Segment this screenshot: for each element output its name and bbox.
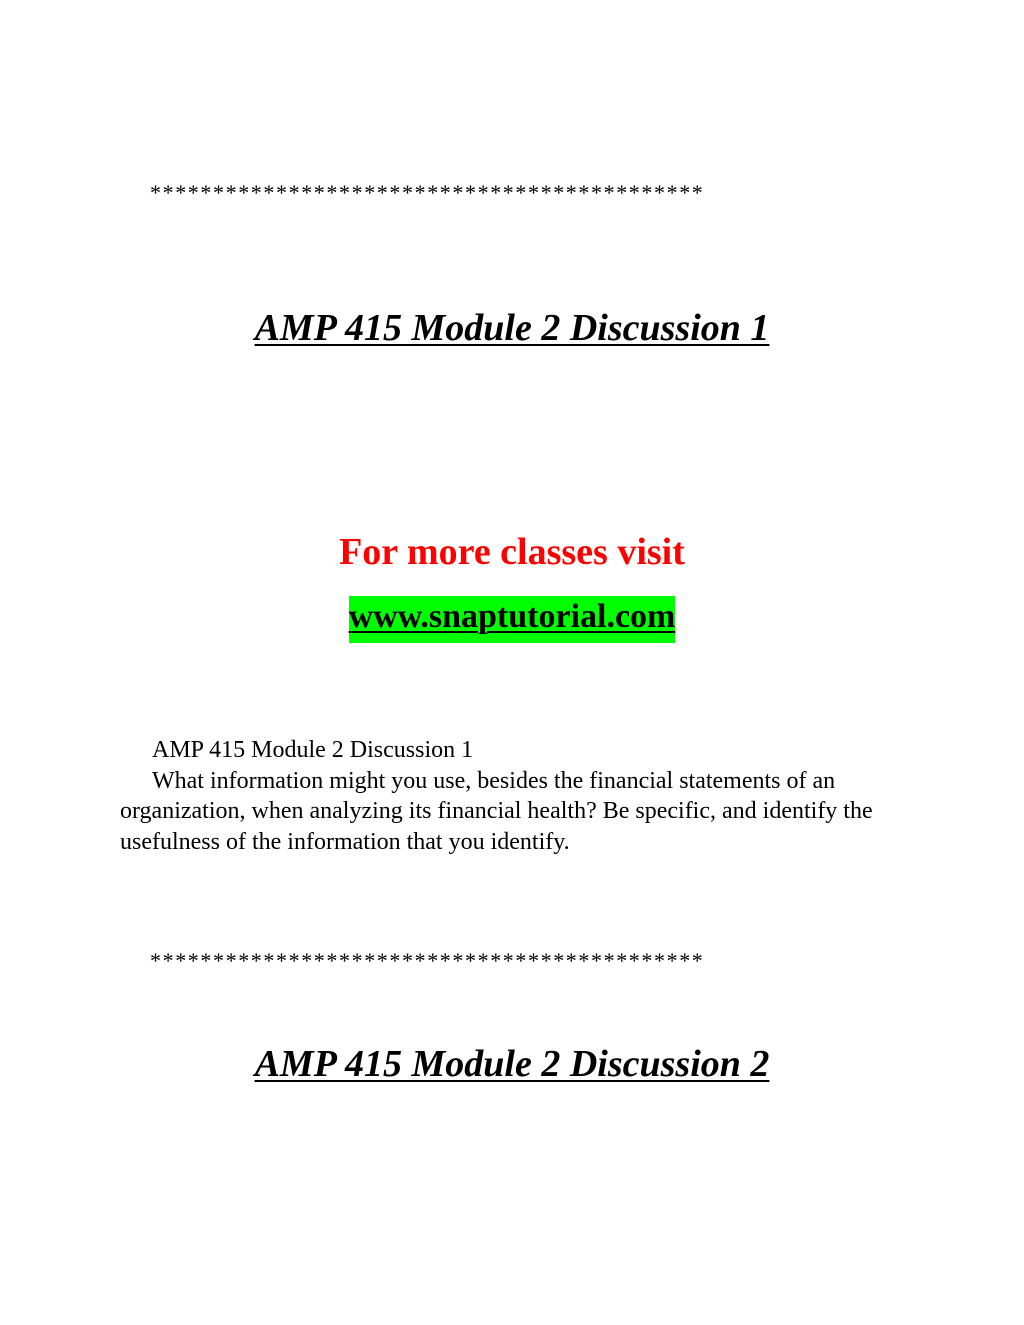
snaptutorial-link[interactable]: www.snaptutorial.com (349, 596, 676, 643)
separator-top: ******************************************** (150, 180, 705, 205)
discussion-body (120, 735, 900, 857)
discussion-1-heading-text: AMP 415 Module 2 Discussion 1 (254, 307, 770, 349)
body-question-rest: an organization, when analyzing its financial health? Be specific, and identify the usefulness of the information that you identify. (120, 767, 873, 855)
body-question-line1: What information might you use, besides the financial statements of (152, 767, 807, 794)
body-question (120, 766, 900, 858)
body-title: AMP 415 Module 2 Discussion 1 (152, 737, 474, 763)
discussion-2-heading-text: AMP 415 Module 2 Discussion 2 (254, 1043, 770, 1085)
discussion-1-heading (0, 308, 1024, 350)
promo-text: For more classes visit (339, 531, 685, 573)
separator-bottom: ******************************************** (150, 948, 705, 973)
promo-link-container (0, 598, 1024, 635)
discussion-2-heading (0, 1044, 1024, 1086)
